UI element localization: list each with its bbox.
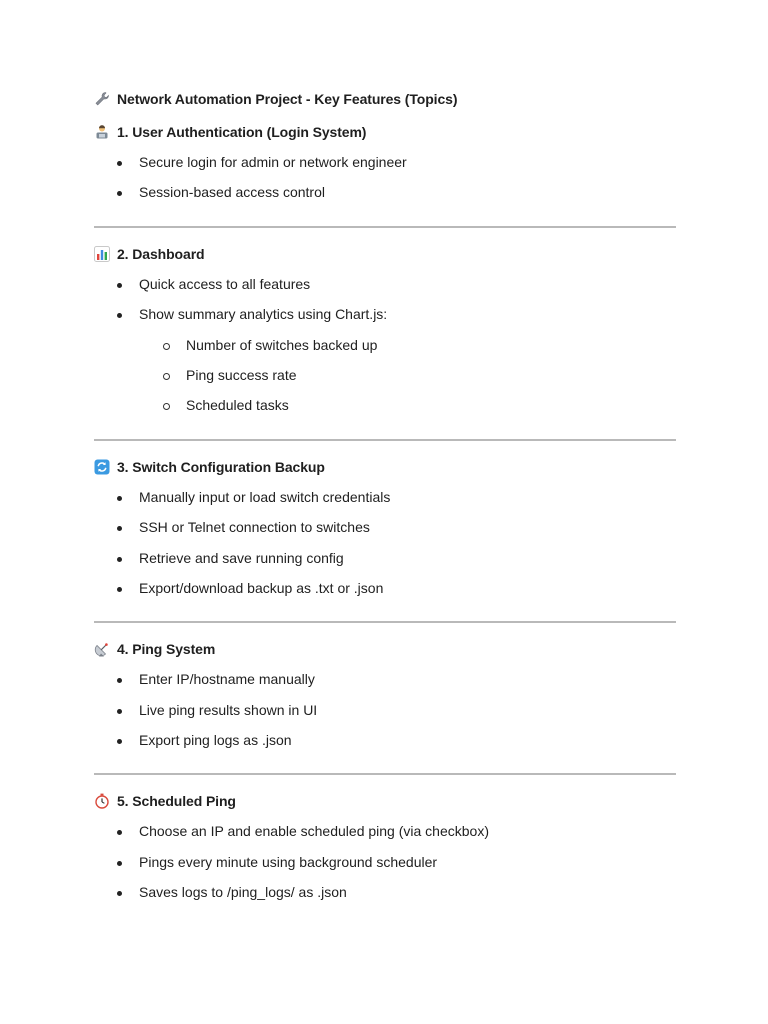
stopwatch-icon [94, 793, 110, 809]
list-item: Enter IP/hostname manually [94, 664, 676, 694]
section-title: 3. Switch Configuration Backup [117, 458, 325, 475]
list-item: Secure login for admin or network engineer [94, 147, 676, 177]
document-title-text: Network Automation Project - Key Features (Topics) [117, 91, 458, 107]
sub-list-item: Scheduled tasks [94, 390, 676, 420]
section-title: 1. User Authentication (Login System) [117, 124, 367, 140]
list-item: Quick access to all features [94, 269, 676, 299]
section-heading-authentication [94, 121, 676, 143]
document-title [94, 88, 676, 110]
section-title: 2. Dashboard [117, 245, 205, 262]
list-item: Export/download backup as .txt or .json [94, 573, 676, 603]
section-heading-scheduled-ping [94, 790, 676, 812]
section-heading-ping [94, 638, 676, 660]
document-page [94, 88, 676, 908]
list-item: Session-based access control [94, 177, 676, 207]
list-item: Pings every minute using background scheduler [94, 847, 676, 877]
list-item: Retrieve and save running config [94, 543, 676, 573]
bar-chart-icon [94, 246, 110, 262]
satellite-dish-icon [94, 641, 110, 657]
list-item: Export ping logs as .json [94, 725, 676, 755]
list-item: Choose an IP and enable scheduled ping (via checkbox) [94, 816, 676, 846]
section-heading-backup [94, 456, 676, 478]
section-title: 4. Ping System [117, 641, 216, 658]
technologist-icon [94, 124, 110, 140]
list-item: Live ping results shown in UI [94, 695, 676, 725]
wrench-icon [94, 91, 110, 107]
list-item: Saves logs to /ping_logs/ as .json [94, 877, 676, 907]
sub-list-item: Ping success rate [94, 360, 676, 390]
section-heading-dashboard [94, 243, 676, 265]
sub-list-item: Number of switches backed up [94, 330, 676, 360]
section-title: 5. Scheduled Ping [117, 793, 236, 810]
list-item: SSH or Telnet connection to switches [94, 512, 676, 542]
list-item: Manually input or load switch credentials [94, 482, 676, 512]
refresh-icon [94, 459, 110, 475]
list-item: Show summary analytics using Chart.js: [94, 299, 676, 329]
